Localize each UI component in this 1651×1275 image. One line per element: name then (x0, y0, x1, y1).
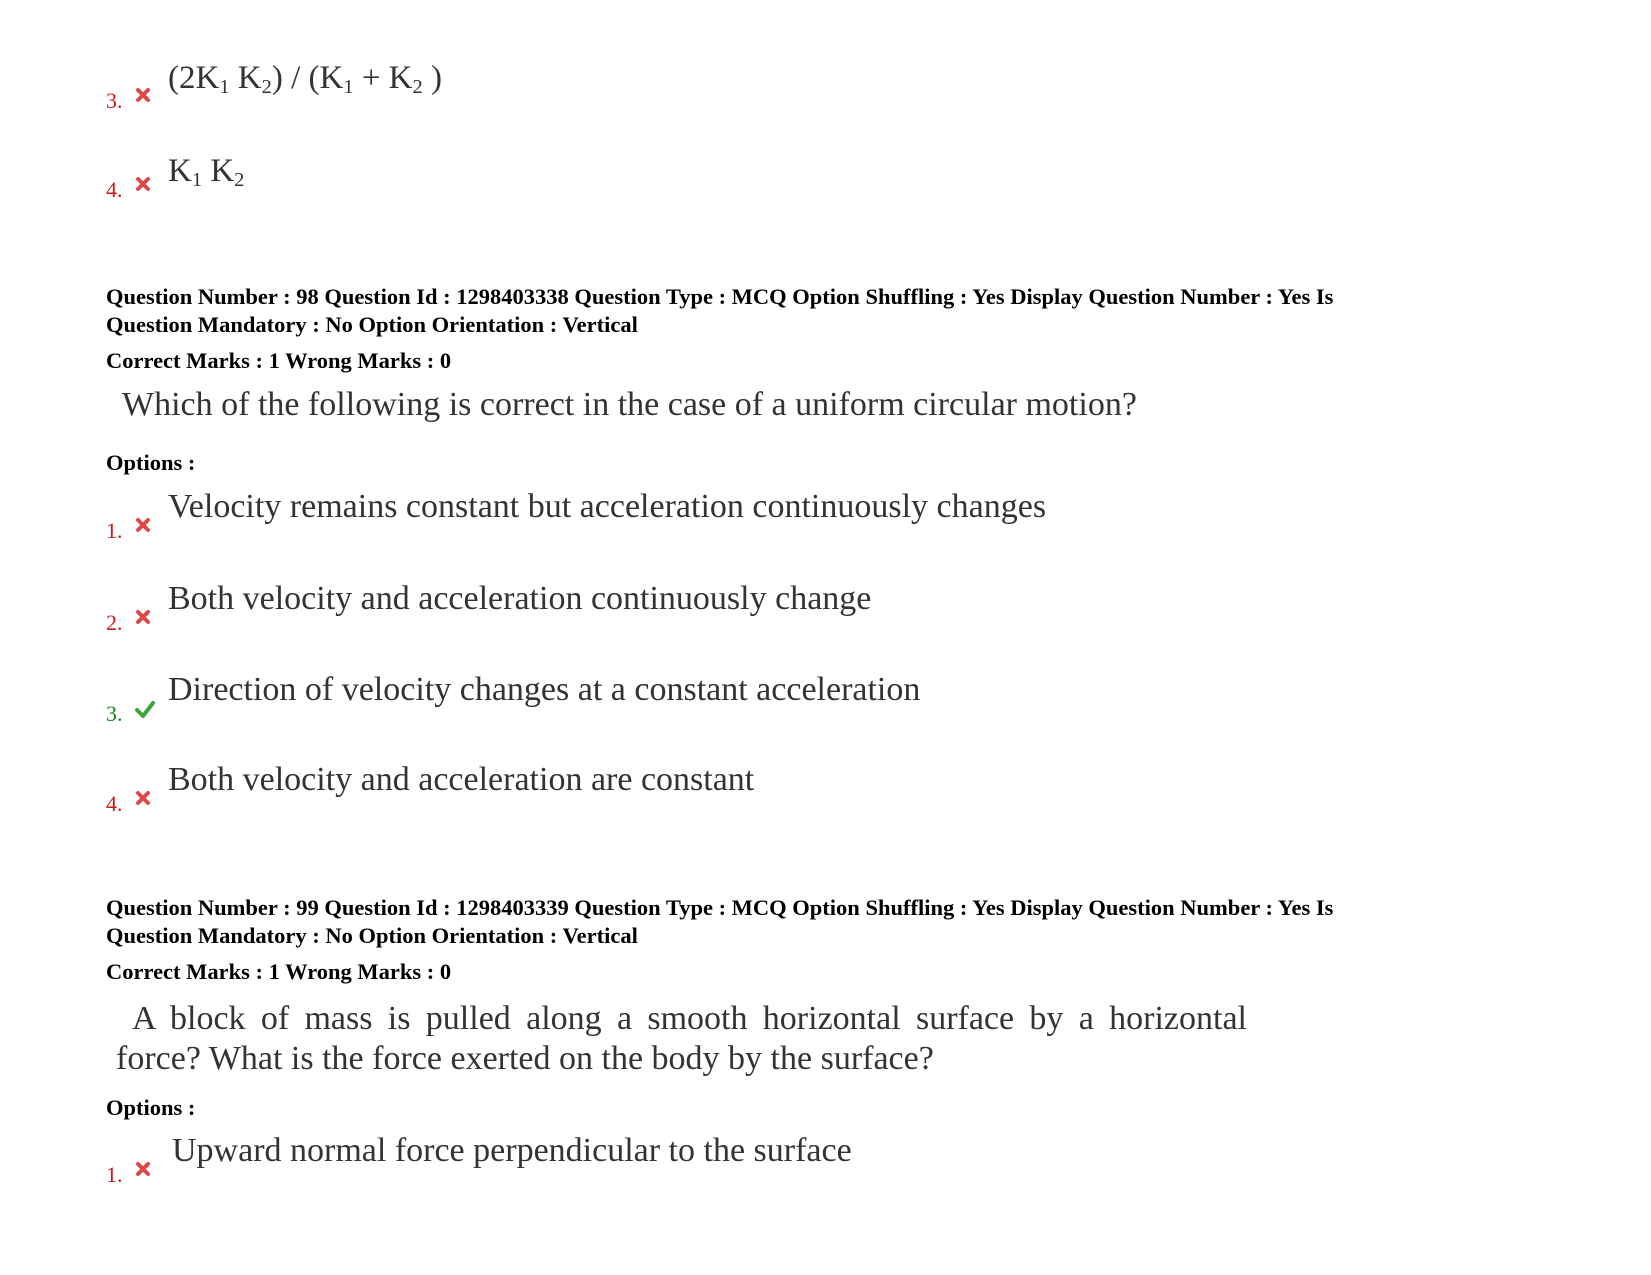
question-meta-line1: Question Number : 99 Question Id : 1298403339 Question Type : MCQ Option Shuffling : Yes Display Question Number : Yes Is (106, 895, 1334, 920)
option-number: 1. (106, 518, 123, 543)
question-meta-line1: Question Number : 98 Question Id : 1298403338 Question Type : MCQ Option Shuffling : Yes Display Question Number : Yes Is (106, 284, 1334, 309)
option-number: 1. (106, 1162, 123, 1187)
option-number: 4. (106, 791, 123, 816)
option-number: 3. (106, 88, 123, 113)
cross-icon (134, 86, 152, 104)
question-text-line2: force? What is the force exerted on the body by the surface? (116, 1040, 934, 1077)
cross-icon (134, 175, 152, 193)
options-label: Options : (106, 450, 196, 475)
option-number: 4. (106, 177, 123, 202)
cross-icon (134, 1160, 152, 1178)
cross-icon (134, 789, 152, 807)
question-text: Which of the following is correct in the case of a uniform circular motion? (122, 386, 1137, 423)
option-text: Both velocity and acceleration are constant (168, 761, 755, 798)
options-label: Options : (106, 1095, 196, 1120)
check-icon (134, 699, 156, 719)
cross-icon (134, 516, 152, 534)
option-formula: $K_1$ $K_2$ (168, 153, 245, 192)
question-marks: Correct Marks : 1 Wrong Marks : 0 (106, 348, 452, 373)
question-meta-line2: Question Mandatory : No Option Orientation : Vertical (106, 312, 638, 337)
cross-icon (134, 608, 152, 626)
question-text-line1: A block of mass is pulled along a smooth horizontal surface by a horizontal (132, 1000, 1247, 1037)
question-marks: Correct Marks : 1 Wrong Marks : 0 (106, 959, 452, 984)
option-number: 2. (106, 610, 123, 635)
option-formula: ($2K_1$ $K_2) / (K_1 + K_2$ ) (168, 60, 442, 99)
option-text: Velocity remains constant but acceleration continuously changes (168, 488, 1047, 525)
option-text: Both velocity and acceleration continuously change (168, 580, 872, 617)
option-number: 3. (106, 701, 123, 726)
option-text: Direction of velocity changes at a constant acceleration (168, 671, 921, 708)
question-meta-line2: Question Mandatory : No Option Orientation : Vertical (106, 923, 638, 948)
option-text: Upward normal force perpendicular to the surface (172, 1132, 852, 1169)
